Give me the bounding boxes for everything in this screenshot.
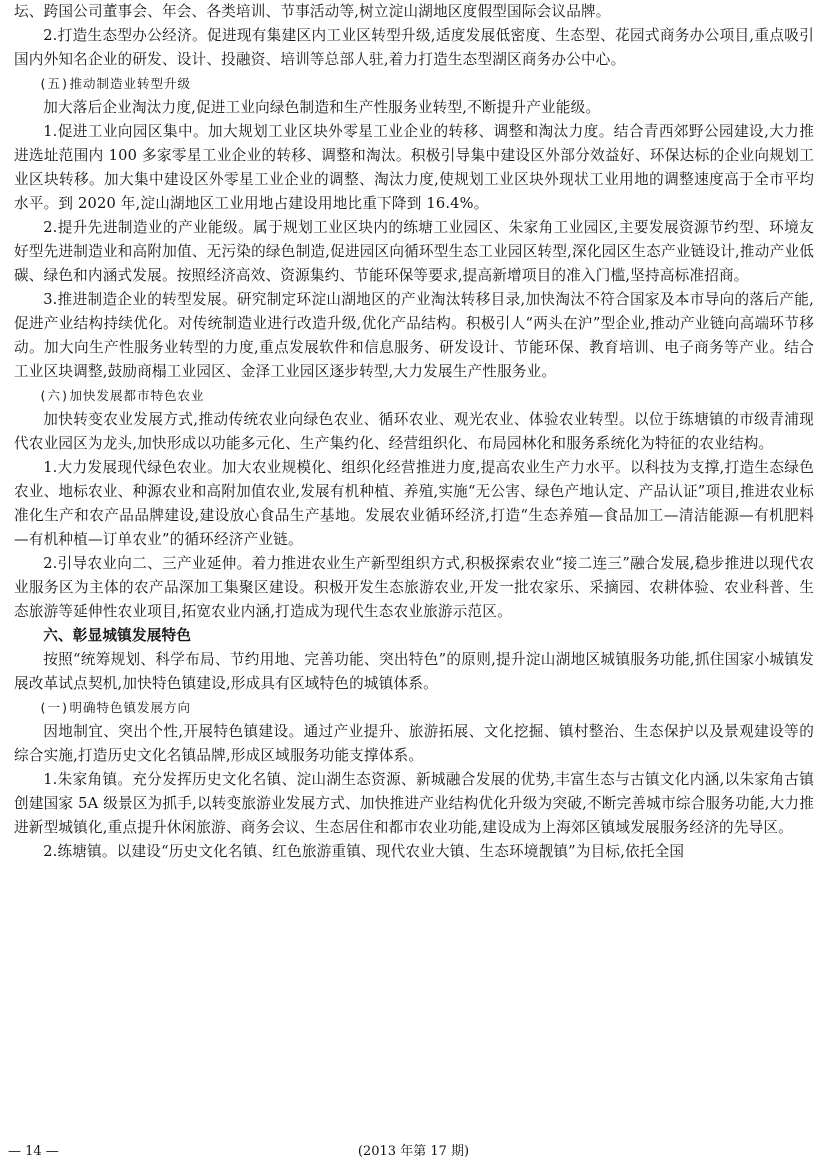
paragraph: 1.促进工业向园区集中。加大规划工业区块外零星工业企业的转移、调整和淘汰力度。结合青西郊野公园建设,大力推进选址范围内 100 多家零星工业企业的转移、调整和淘汰。积极引导集中建设区外部分效益好、环保达标的企业向规划工业区块转移。加大集中建设区外零星工业企业的调整、淘汰力度,使规划工业区块外现状工业用地的调整速度高于全市平均水平。到 2020 年,淀山湖地区工业用地占建设用地比重下降到 16.4%。	[14, 123, 814, 212]
subsection-heading: (五)推动制造业转型升级	[39, 76, 192, 91]
paragraph: 3.推进制造企业的转型发展。研究制定环淀山湖地区的产业淘汰转移目录,加快淘汰不符合国家及本市导向的落后产能,促进产业结构持续优化。对传统制造业进行改造升级,优化产品结构。积极引人“两头在沪”型企业,推动产业链向高端环节移动。加大向生产性服务业转型的力度,重点发展软件和信息服务、研发设计、节能环保、教育培训、电子商务等产业。结合工业区块调整,鼓励商榻工业园区、金泽工业园区逐步转型,大力发展生产性服务业。	[14, 291, 814, 380]
paragraph: 坛、跨国公司董事会、年会、各类培训、节事活动等,树立淀山湖地区度假型国际会议品牌。	[14, 3, 611, 20]
section-heading: 六、彰显城镇发展特色	[43, 627, 192, 644]
page-number: — 14 —	[8, 1144, 59, 1159]
paragraph: 1.朱家角镇。充分发挥历史文化名镇、淀山湖生态资源、新城融合发展的优势,丰富生态与古镇文化内涵,以朱家角古镇创建国家 5A 级景区为抓手,以转变旅游业发展方式、加快推进产业结构优化升级为突破,不断完善城市综合服务功能,大力推进新型城镇化,重点提升休闲旅游、商务会议、生态居住和都市农业功能,建设成为上海郊区镇域发展服务经济的先导区。	[14, 771, 814, 836]
paragraph: 2.练塘镇。以建设“历史文化名镇、红色旅游重镇、现代农业大镇、生态环境靓镇”为目标,依托全国	[43, 843, 685, 860]
page-footer	[0, 1140, 827, 1164]
paragraph: 1.大力发展现代绿色农业。加大农业规模化、组织化经营推进力度,提高农业生产力水平。以科技为支撑,打造生态绿色农业、地标农业、种源农业和高附加值农业,发展有机种植、养殖,实施“无公害、绿色产地认定、产品认证”项目,推进农业标准化生产和农产品品牌建设,建设放心食品生产基地。发展农业循环经济,打造“生态养殖—食品加工—清洁能源—有机肥料—有机种植—订单农业”的循环经济产业链。	[14, 459, 814, 548]
paragraph: 2.提升先进制造业的产业能级。属于规划工业区块内的练塘工业园区、朱家角工业园区,主要发展资源节约型、环境友好型先进制造业和高附加值、无污染的绿色制造,促进园区向循环型生态工业园区转型,深化园区生态产业链设计,推动产业低碳、绿色和内涵式发展。按照经济高效、资源集约、节能环保等要求,提高新增项目的准入门槛,坚持高标准招商。	[14, 219, 814, 284]
paragraph: 2.打造生态型办公经济。促进现有集建区内工业区转型升级,适度发展低密度、生态型、花园式商务办公项目,重点吸引国内外知名企业的研发、设计、投融资、培训等总部人驻,着力打造生态型湖区商务办公中心。	[14, 27, 814, 68]
paragraph: 加大落后企业淘汰力度,促进工业向绿色制造和生产性服务业转型,不断提升产业能级。	[43, 99, 601, 116]
document-body	[14, 0, 814, 864]
paragraph: 加快转变农业发展方式,推动传统农业向绿色农业、循环农业、观光农业、体验农业转型。以位于练塘镇的市级青浦现代农业园区为龙头,加快形成以功能多元化、生产集约化、经营组织化、布局园林化和服务系统化为特征的农业结构。	[14, 411, 814, 452]
subsection-heading: (六)加快发展都市特色农业	[39, 388, 205, 403]
paragraph: 按照“统筹规划、科学布局、节约用地、完善功能、突出特色”的原则,提升淀山湖地区城镇服务功能,抓住国家小城镇发展改革试点契机,加快特色镇建设,形成具有区域特色的城镇体系。	[14, 651, 814, 692]
subsection-heading: (一)明确特色镇发展方向	[39, 700, 192, 715]
paragraph: 因地制宜、突出个性,开展特色镇建设。通过产业提升、旅游拓展、文化挖掘、镇村整治、生态保护以及景观建设等的综合实施,打造历史文化名镇品牌,形成区域服务功能支撑体系。	[14, 723, 814, 764]
paragraph: 2.引导农业向二、三产业延伸。着力推进农业生产新型组织方式,积极探索农业“接二连三”融合发展,稳步推进以现代农业服务区为主体的农产品深加工集聚区建设。积极开发生态旅游农业,开发一批农家乐、采摘园、农耕体验、农业科普、生态旅游等延伸性农业项目,拓宽农业内涵,打造成为现代生态农业旅游示范区。	[14, 555, 814, 620]
issue-label: (2013 年第 17 期)	[357, 1144, 470, 1159]
